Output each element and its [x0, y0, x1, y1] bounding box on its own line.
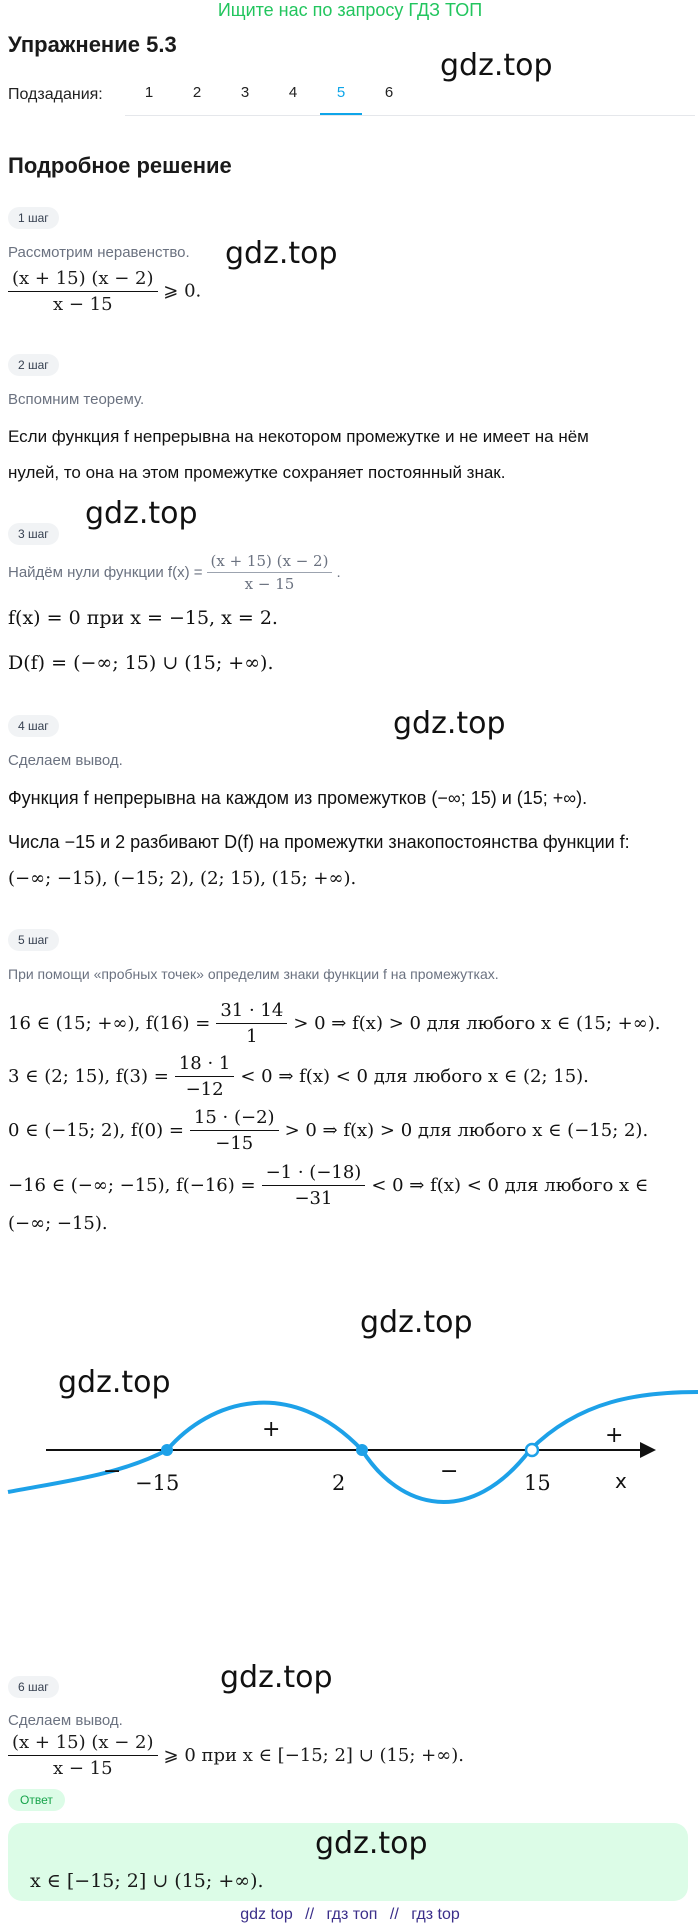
search-banner[interactable]: Ищите нас по запросу ГДЗ ТОП [217, 0, 483, 20]
step-3-note-text: Найдём нули функции f(x) = [8, 564, 203, 581]
fraction-numerator: (x + 15) (x − 2) [207, 552, 333, 573]
section-title: Подробное решение [8, 153, 232, 178]
final-inequality-tail: ⩾ 0 при x ∈ [−15; 2] ∪ (15; +∞). [163, 1745, 464, 1766]
test-point-row-3 [8, 1107, 648, 1154]
test-point-rhs: < 0 ⇒ f(x) < 0 для любого x ∈ [371, 1175, 649, 1196]
watermark: gdz.top [225, 236, 338, 271]
fraction-numerator: 15 · (−2) [190, 1107, 279, 1131]
x-axis-arrow-icon [640, 1442, 656, 1458]
fraction-denominator: −15 [215, 1133, 254, 1154]
answer-text: x ∈ [−15; 2] ∪ (15; +∞). [30, 1870, 264, 1892]
subtasks-label: Подзадания: [8, 86, 103, 103]
watermark: gdz.top [85, 496, 198, 531]
test-point-row-4 [8, 1162, 648, 1209]
final-inequality [8, 1732, 464, 1779]
conclusion-line-3: (−∞; −15), (−15; 2), (2; 15), (15; +∞). [8, 868, 357, 889]
watermark: gdz.top [360, 1305, 473, 1340]
tick-label-minus-15: −15 [135, 1471, 180, 1495]
fraction-numerator: (x + 15) (x − 2) [8, 1732, 158, 1756]
fraction-denominator: x − 15 [52, 1758, 113, 1779]
subtask-tab-6[interactable]: 6 [384, 84, 394, 101]
test-point-lhs: 0 ∈ (−15; 2), f(0) = [8, 1120, 184, 1141]
test-point-lhs: 3 ∈ (2; 15), f(3) = [8, 1066, 169, 1087]
step-1-formula [8, 268, 201, 315]
footer-link-gdz-top-mixed[interactable]: гдз top [411, 1906, 460, 1923]
domain-line: D(f) = (−∞; 15) ∪ (15; +∞). [8, 652, 274, 674]
watermark: gdz.top [58, 1365, 171, 1400]
watermark: gdz.top [393, 706, 506, 741]
watermark: gdz.top [220, 1660, 333, 1695]
fraction-denominator: x − 15 [52, 294, 113, 315]
theorem-line-2: нулей, то она на этом промежутке сохраняет постоянный знак. [8, 463, 506, 482]
tick-label-15: 15 [524, 1471, 551, 1495]
step-6-note: Сделаем вывод. [8, 1712, 123, 1729]
step-5-badge: 5 шаг [8, 929, 59, 951]
test-point-row-2 [8, 1053, 589, 1100]
footer-link-gdz-top-ru[interactable]: гдз топ [326, 1906, 378, 1923]
fraction-numerator: (x + 15) (x − 2) [8, 268, 158, 292]
conclusion-line-2: Числа −15 и 2 разбивают D(f) на промежутки знакопостоянства функции f: [8, 832, 630, 852]
theorem-line-1: Если функция f непрерывна на некотором промежутке и не имеет на нём [8, 427, 589, 446]
footer-separator: // [389, 1906, 399, 1923]
step-1-note: Рассмотрим неравенство. [8, 244, 190, 261]
test-point-rhs: < 0 ⇒ f(x) < 0 для любого x ∈ (2; 15). [240, 1066, 589, 1087]
fraction-denominator: −31 [294, 1188, 333, 1209]
test-point-rhs: > 0 ⇒ f(x) > 0 для любого x ∈ (15; +∞). [293, 1013, 661, 1034]
answer-badge: Ответ [8, 1789, 65, 1811]
inequality-tail: ⩾ 0. [163, 280, 202, 302]
subtask-tab-2[interactable]: 2 [192, 84, 202, 101]
fraction-denominator: 1 [246, 1026, 258, 1047]
step-4-note: Сделаем вывод. [8, 752, 123, 769]
tabs-divider [125, 115, 695, 116]
subtask-tab-5-active[interactable]: 5 [320, 84, 362, 115]
step-4-badge: 4 шаг [8, 715, 59, 737]
step-5-note: При помощи «пробных точек» определим знаки функции f на промежутках. [8, 966, 499, 982]
subtask-tab-1[interactable]: 1 [144, 84, 154, 101]
exercise-title: Упражнение 5.3 [8, 32, 177, 57]
zeros-line: f(x) = 0 при x = −15, x = 2. [8, 607, 278, 629]
sign-interval-3: − [440, 1459, 459, 1484]
sign-interval-4: + [605, 1423, 624, 1448]
sign-interval-1: − [103, 1459, 122, 1484]
watermark: gdz.top [440, 48, 553, 83]
step-3-note: Найдём нули функции f(x) = $\frac{(x + 15) (x - 2)}{x - 15}$ . [8, 552, 341, 593]
axis-label-x: x [615, 1469, 627, 1493]
subtask-tab-4[interactable]: 4 [288, 84, 298, 101]
sign-diagram [0, 1380, 700, 1520]
watermark: gdz.top [315, 1826, 428, 1861]
fraction-numerator: 18 · 1 [175, 1053, 235, 1077]
fraction-numerator: −1 · (−18) [262, 1162, 366, 1186]
sign-curve [8, 1392, 698, 1502]
fraction-denominator: x − 15 [244, 575, 295, 593]
fraction-denominator: −12 [185, 1079, 224, 1100]
test-point-lhs: −16 ∈ (−∞; −15), f(−16) = [8, 1175, 256, 1196]
tick-label-2: 2 [332, 1471, 346, 1495]
conclusion-line-1: Функция f непрерывна на каждом из промежутков (−∞; 15) и (15; +∞). [8, 788, 588, 808]
test-point-rhs: > 0 ⇒ f(x) > 0 для любого x ∈ (−15; 2). [284, 1120, 649, 1141]
step-3-badge: 3 шаг [8, 523, 59, 545]
footer-links [0, 1906, 700, 1924]
sign-interval-2: + [262, 1417, 281, 1442]
footer-link-gdz-top[interactable]: gdz top [240, 1906, 293, 1923]
point-minus-15 [161, 1444, 173, 1456]
test-point-lhs: 16 ∈ (15; +∞), f(16) = [8, 1013, 211, 1034]
step-1-badge: 1 шаг [8, 207, 59, 229]
step-2-badge: 2 шаг [8, 354, 59, 376]
point-2 [356, 1444, 368, 1456]
step-2-note: Вспомним теорему. [8, 391, 145, 408]
point-15-open [526, 1444, 538, 1456]
footer-separator: // [305, 1906, 315, 1923]
test-point-row-1 [8, 1000, 660, 1047]
test-point-row-4-continued: (−∞; −15). [8, 1213, 108, 1234]
fraction-numerator: 31 · 14 [216, 1000, 287, 1024]
subtask-tab-3[interactable]: 3 [240, 84, 250, 101]
subtask-tabs [125, 84, 413, 115]
step-6-badge: 6 шаг [8, 1676, 59, 1698]
